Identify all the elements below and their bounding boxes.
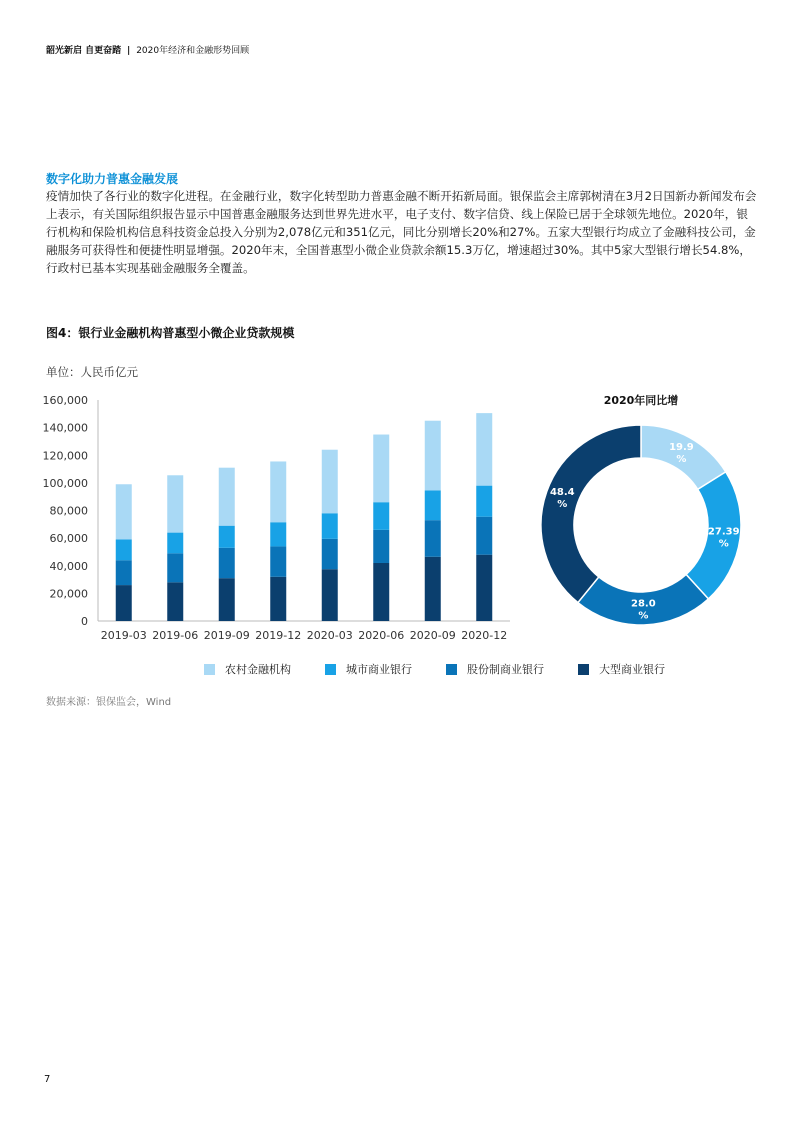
legend-label: 大型商业银行: [599, 663, 665, 676]
legend-label: 股份制商业银行: [467, 663, 544, 676]
bar-segment: [219, 548, 235, 578]
y-tick-label: 140,000: [42, 421, 88, 435]
y-tick-label: 60,000: [49, 532, 88, 546]
legend-label: 城市商业银行: [346, 663, 412, 676]
bar-segment: [373, 435, 389, 503]
bar-segment: [270, 461, 286, 522]
bar-segment: [116, 560, 132, 585]
header-brand: 韶光新启 自更奋踏: [46, 46, 122, 56]
page-header: [46, 43, 249, 56]
legend-swatch: [446, 664, 457, 675]
header-separator: |: [127, 46, 131, 56]
bar-segment: [219, 578, 235, 621]
bar-segment: [322, 539, 338, 569]
bar-segment: [270, 546, 286, 576]
x-tick-label: 2019-12: [255, 629, 302, 642]
bar-segment: [322, 513, 338, 539]
bar-segment: [425, 490, 441, 520]
bar-segment: [476, 517, 492, 555]
bar-segment: [322, 569, 338, 621]
y-tick-label: 100,000: [42, 476, 88, 490]
legend-swatch: [325, 664, 336, 675]
page-number: 7: [44, 1074, 51, 1085]
bar-segment: [116, 484, 132, 539]
legend-label: 农村金融机构: [225, 663, 291, 676]
y-tick-label: 80,000: [49, 504, 88, 518]
bar-segment: [373, 530, 389, 563]
bar-segment: [116, 540, 132, 561]
donut-label-value: 19.9: [669, 441, 694, 453]
donut-label-value: 27.39: [707, 526, 740, 538]
bar-segment: [167, 582, 183, 621]
donut-label-value: 48.4: [549, 487, 575, 499]
legend-swatch: [204, 664, 215, 675]
stacked-bar-chart: [40, 388, 520, 650]
y-tick-label: 120,000: [42, 449, 88, 463]
bar-segment: [167, 553, 183, 582]
bar-segment: [476, 555, 492, 621]
x-tick-label: 2020-03: [306, 629, 353, 642]
legend-item: [446, 661, 544, 677]
bar-segment: [373, 563, 389, 621]
x-tick-label: 2020-12: [461, 629, 508, 642]
figure-source: 数据来源：银保监会，Wind: [46, 697, 172, 708]
legend-item: [204, 661, 291, 677]
donut-label-value: 28.0: [631, 598, 656, 610]
donut-label-unit: %: [676, 453, 687, 465]
x-tick-label: 2019-03: [100, 629, 147, 642]
legend-item: [578, 661, 665, 677]
chart-legend: [204, 661, 699, 677]
x-tick-label: 2019-06: [152, 629, 199, 642]
x-tick-label: 2020-06: [358, 629, 405, 642]
donut-label-unit: %: [718, 538, 729, 550]
bar-segment: [476, 413, 492, 486]
donut-chart: [535, 388, 755, 638]
donut-label-unit: %: [638, 610, 649, 622]
y-tick-label: 160,000: [42, 394, 88, 407]
bar-segment: [425, 557, 441, 621]
header-subtitle: 2020年经济和金融形势回顾: [136, 46, 250, 56]
x-tick-label: 2020-09: [409, 629, 456, 642]
y-tick-label: 40,000: [49, 559, 88, 573]
legend-item: [325, 661, 412, 677]
bar-segment: [425, 520, 441, 557]
bar-segment: [476, 486, 492, 517]
bar-segment: [167, 475, 183, 532]
section-body: 疫情加快了各行业的数字化进程。在金融行业，数字化转型助力普惠金融不断开拓新局面。银保监会主席郭树清在3月2日国新办新闻发布会上表示，有关国际组织报告显示中国普惠金融服务达到世界先进水平，电子支付、数字信贷、线上保险已居于全球领先地位。2020年，银行机构和保险机构信息科技资金总投入分别为2,078亿元和351亿元，同比分别增长20%和27%。五家大型银行均成立了金融科技公司，金融服务可获得性和便捷性明显增强。2020年末，全国普惠型小微企业贷款余额15.3万亿，增速超过30%。其中5家大型银行增长54.8%，行政村已基本实现基础金融服务全覆盖。: [46, 189, 757, 275]
x-tick-label: 2019-09: [203, 629, 250, 642]
bar-segment: [425, 421, 441, 491]
section-title: 数字化助力普惠金融发展: [46, 172, 179, 186]
y-tick-label: 0: [81, 615, 88, 628]
bar-segment: [167, 533, 183, 554]
bar-segment: [322, 450, 338, 514]
donut-slice: [541, 425, 641, 603]
legend-swatch: [578, 664, 589, 675]
donut-label-unit: %: [557, 499, 568, 511]
bar-segment: [270, 577, 286, 621]
figure-unit: 单位：人民币亿元: [46, 365, 138, 379]
bar-segment: [270, 522, 286, 546]
bar-segment: [219, 526, 235, 548]
bar-segment: [116, 585, 132, 621]
y-tick-label: 20,000: [49, 587, 88, 601]
donut-title: 2020年同比增: [603, 394, 679, 407]
figure-title: 图4：银行业金融机构普惠型小微企业贷款规模: [46, 326, 295, 340]
bar-segment: [219, 468, 235, 526]
bar-segment: [373, 502, 389, 530]
